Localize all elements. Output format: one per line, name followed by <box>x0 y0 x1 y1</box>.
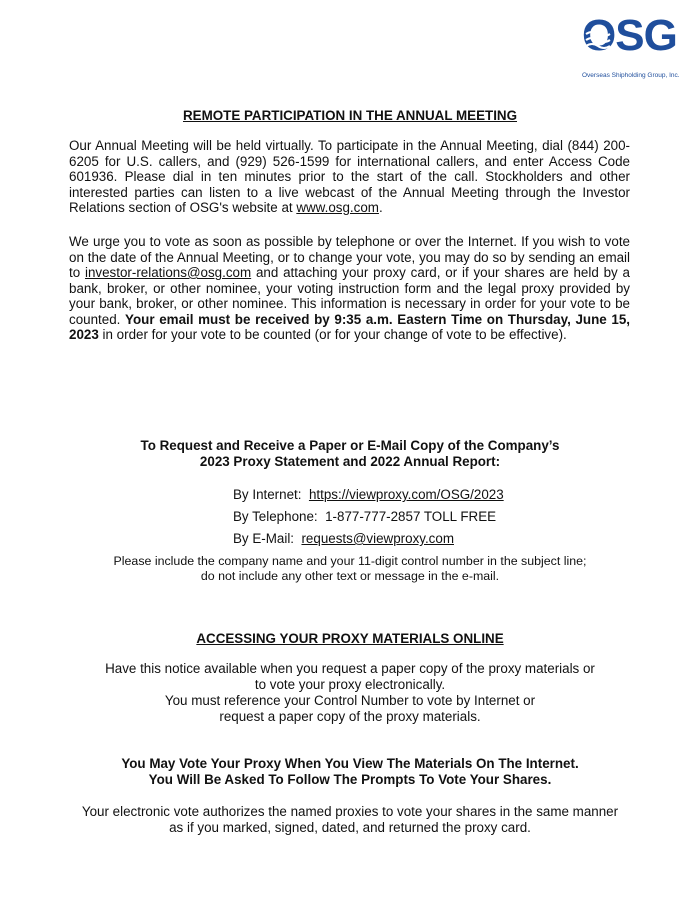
osg-website-link[interactable]: www.osg.com <box>296 200 379 215</box>
remote-p2-a: We urge you to vote as soon as possible by telephone or over the Internet. If you wish to vote on the date of the Annual Meeting, or to change your vote, you may do so by sending an email to <box>69 234 630 280</box>
remote-paragraph-1 <box>69 138 630 216</box>
remote-paragraph-2 <box>69 234 630 343</box>
authorize-line2: as if you marked, signed, dated, and returned the proxy card. <box>169 820 531 835</box>
accessing-line4: request a paper copy of the proxy materials. <box>219 709 481 724</box>
request-heading-line2: 2023 Proxy Statement and 2022 Annual Report: <box>199 454 501 469</box>
logo-wordmark: OSG <box>582 11 677 60</box>
request-email <box>233 531 454 547</box>
telephone-label: By Telephone: <box>233 509 318 524</box>
remote-p2-deadline: Your email must be received by 9:35 a.m. Eastern Time on Thursday, June 15, 2023 <box>69 311 630 342</box>
request-telephone <box>233 509 496 525</box>
request-note-line1: Please include the company name and your 11-digit control number in the subject line; <box>113 554 587 568</box>
request-internet <box>233 487 504 503</box>
vote-line1: You May Vote Your Proxy When You View The Materials On The Internet. <box>121 756 579 771</box>
vote-line2: You Will Be Asked To Follow The Prompts To Vote Your Shares. <box>148 772 552 787</box>
investor-relations-email-link[interactable]: investor-relations@osg.com <box>84 265 252 280</box>
remote-p2-b: and attaching your proxy card, or if your shares are held by a bank, broker, or other nominee, your voting instruction form and the legal proxy provided by your bank, broker, or other nominee. This information is necessary in order for your vote to be counted. <box>69 265 631 327</box>
remote-heading: REMOTE PARTICIPATION IN THE ANNUAL MEETING <box>182 108 518 123</box>
request-heading-line1: To Request and Receive a Paper or E-Mail Copy of the Company’s <box>140 438 560 453</box>
remote-p2-c: in order for your vote to be counted (or for your change of vote to be effective). <box>98 327 567 342</box>
osg-logo <box>582 11 680 84</box>
accessing-heading: ACCESSING YOUR PROXY MATERIALS ONLINE <box>196 631 504 646</box>
accessing-line3: You must reference your Control Number to vote by Internet or <box>164 693 536 708</box>
accessing-line1: Have this notice available when you request a paper copy of the proxy materials or <box>105 661 595 676</box>
remote-p1-text: Our Annual Meeting will be held virtually. To participate in the Annual Meeting, dial (844) 200-6205 for U.S. callers, and (929) 526-1599 for international callers, and enter Access Code 601936. Please dial in ten minutes prior to the start of the call. Stockholders and other interested parties can listen to a live webcast of the Annual Meeting through the Investor Relations section of OSG's website at <box>69 138 630 215</box>
telephone-value: 1-877-777-2857 TOLL FREE <box>325 509 497 524</box>
email-label: By E-Mail: <box>233 531 295 546</box>
requests-email-link[interactable]: requests@viewproxy.com <box>301 531 454 546</box>
viewproxy-url-link[interactable]: https://viewproxy.com/OSG/2023 <box>308 487 504 502</box>
internet-label: By Internet: <box>233 487 302 502</box>
waves-icon <box>584 20 612 56</box>
authorize-line1: Your electronic vote authorizes the named proxies to vote your shares in the same manner <box>81 804 619 819</box>
logo-subtitle: Overseas Shipholding Group, Inc. <box>582 72 680 79</box>
request-note-line2: do not include any other text or message in the e-mail. <box>200 569 500 583</box>
accessing-line2: to vote your proxy electronically. <box>254 677 446 692</box>
remote-p1-end: . <box>378 200 383 215</box>
